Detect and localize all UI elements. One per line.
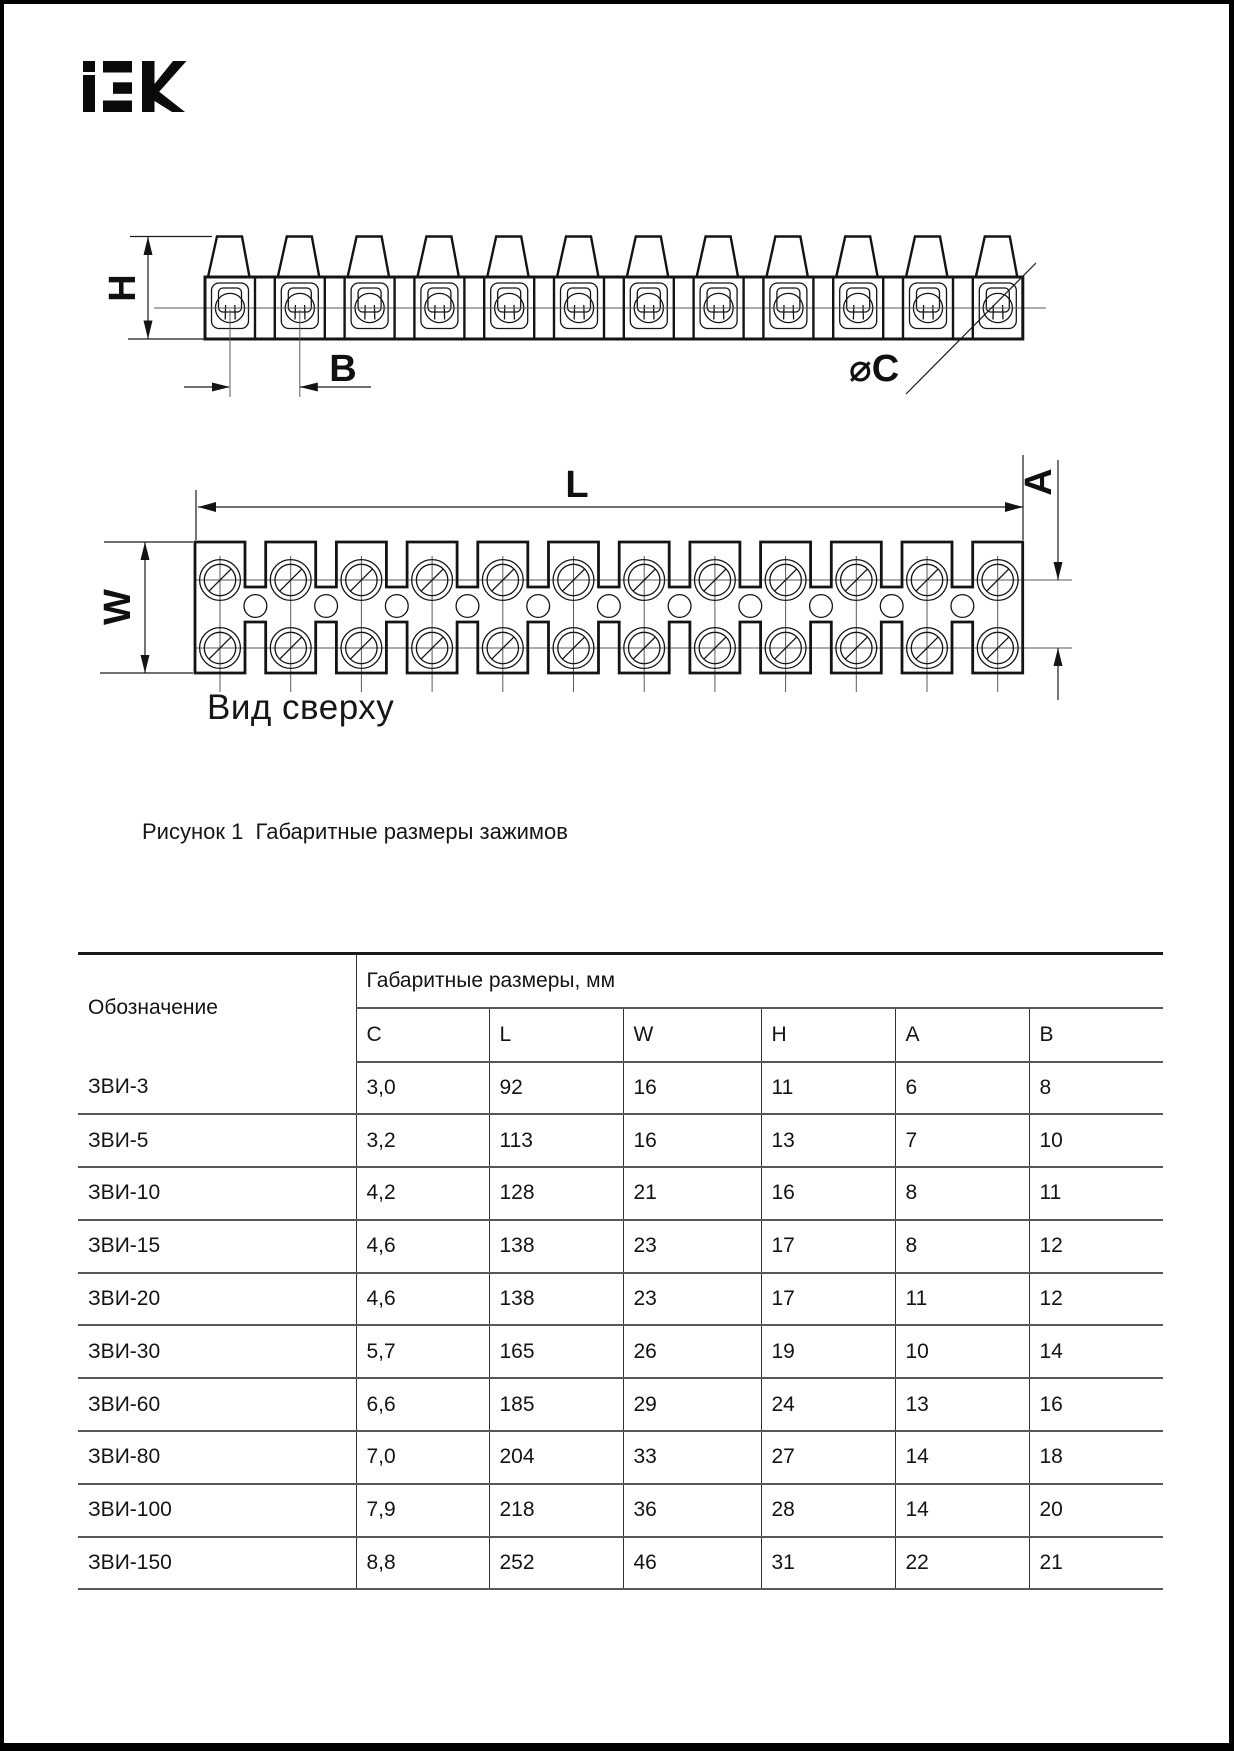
dimension-w	[97, 542, 193, 673]
b-cell: 20	[1029, 1484, 1163, 1537]
l-cell: 204	[489, 1431, 623, 1484]
h-cell: 28	[761, 1484, 895, 1537]
designation-cell: ЗВИ-60	[78, 1378, 356, 1431]
dim-label-h: H	[102, 274, 144, 302]
a-cell: 11	[895, 1273, 1029, 1326]
table-row	[78, 1167, 1163, 1220]
b-cell: 10	[1029, 1114, 1163, 1167]
dim-label-a: A	[1018, 468, 1060, 496]
designation-cell: ЗВИ-30	[78, 1325, 356, 1378]
h-cell: 13	[761, 1114, 895, 1167]
table-row	[78, 1114, 1163, 1167]
designation-cell: ЗВИ-5	[78, 1114, 356, 1167]
top-view-title: Вид сверху	[207, 688, 395, 727]
designation-cell: ЗВИ-150	[78, 1537, 356, 1590]
a-cell: 8	[895, 1220, 1029, 1273]
l-cell: 138	[489, 1220, 623, 1273]
c-cell: 5,7	[356, 1325, 489, 1378]
h-cell: 17	[761, 1273, 895, 1326]
h-cell: 11	[761, 1062, 895, 1115]
col-header-l: L	[489, 1008, 623, 1062]
b-cell: 12	[1029, 1220, 1163, 1273]
w-cell: 46	[623, 1537, 761, 1590]
b-cell: 14	[1029, 1325, 1163, 1378]
designation-cell: ЗВИ-15	[78, 1220, 356, 1273]
a-cell: 22	[895, 1537, 1029, 1590]
top-view-drawing	[95, 448, 1080, 706]
h-cell: 19	[761, 1325, 895, 1378]
table-row	[78, 1431, 1163, 1484]
dim-label-l: L	[565, 464, 589, 506]
dim-label-b: B	[329, 348, 357, 390]
w-cell: 36	[623, 1484, 761, 1537]
w-cell: 16	[623, 1062, 761, 1115]
page-border-left	[0, 0, 4, 1751]
c-cell: 3,0	[356, 1062, 489, 1115]
w-cell: 23	[623, 1220, 761, 1273]
dim-label-c: ⌀C	[848, 348, 900, 390]
col-header-h: H	[761, 1008, 895, 1062]
b-cell: 21	[1029, 1537, 1163, 1590]
l-cell: 165	[489, 1325, 623, 1378]
w-cell: 16	[623, 1114, 761, 1167]
b-cell: 12	[1029, 1273, 1163, 1326]
designation-cell: ЗВИ-80	[78, 1431, 356, 1484]
w-cell: 23	[623, 1273, 761, 1326]
col-header-a: A	[895, 1008, 1029, 1062]
designation-header: Обозначение	[78, 954, 356, 1062]
side-view-drawing	[90, 195, 1050, 410]
page-border-right	[1229, 0, 1234, 1751]
dimension-l	[196, 455, 1023, 540]
w-cell: 29	[623, 1378, 761, 1431]
w-cell: 21	[623, 1167, 761, 1220]
h-cell: 17	[761, 1220, 895, 1273]
w-cell: 26	[623, 1325, 761, 1378]
a-cell: 6	[895, 1062, 1029, 1115]
b-cell: 11	[1029, 1167, 1163, 1220]
c-cell: 8,8	[356, 1537, 489, 1590]
figure-caption: Рисунок 1 Габаритные размеры зажимов	[142, 819, 568, 844]
l-cell: 128	[489, 1167, 623, 1220]
table-row	[78, 1273, 1163, 1326]
l-cell: 138	[489, 1273, 623, 1326]
l-cell: 113	[489, 1114, 623, 1167]
dimension-h	[102, 237, 212, 340]
a-cell: 14	[895, 1431, 1029, 1484]
table-row	[78, 1220, 1163, 1273]
c-cell: 6,6	[356, 1378, 489, 1431]
a-cell: 13	[895, 1378, 1029, 1431]
designation-cell: ЗВИ-3	[78, 1062, 356, 1115]
col-header-b: B	[1029, 1008, 1163, 1062]
strip-outline	[195, 542, 1023, 673]
table-row	[78, 1062, 1163, 1115]
b-cell: 8	[1029, 1062, 1163, 1115]
l-cell: 185	[489, 1378, 623, 1431]
h-cell: 24	[761, 1378, 895, 1431]
designation-cell: ЗВИ-10	[78, 1167, 356, 1220]
designation-cell: ЗВИ-20	[78, 1273, 356, 1326]
l-cell: 252	[489, 1537, 623, 1590]
c-cell: 7,0	[356, 1431, 489, 1484]
h-cell: 16	[761, 1167, 895, 1220]
b-cell: 18	[1029, 1431, 1163, 1484]
table-row	[78, 1484, 1163, 1537]
dimensions-table	[78, 952, 1163, 1590]
b-cell: 16	[1029, 1378, 1163, 1431]
c-cell: 4,2	[356, 1167, 489, 1220]
c-cell: 7,9	[356, 1484, 489, 1537]
group-header: Габаритные размеры, мм	[356, 954, 1163, 1008]
iek-logo	[80, 57, 188, 115]
c-cell: 4,6	[356, 1220, 489, 1273]
table-row	[78, 1378, 1163, 1431]
dim-label-w: W	[97, 589, 139, 625]
h-cell: 31	[761, 1537, 895, 1590]
table-header-row-1	[78, 954, 1163, 1008]
designation-cell: ЗВИ-100	[78, 1484, 356, 1537]
h-cell: 27	[761, 1431, 895, 1484]
table-row	[78, 1325, 1163, 1378]
c-cell: 4,6	[356, 1273, 489, 1326]
w-cell: 33	[623, 1431, 761, 1484]
a-cell: 14	[895, 1484, 1029, 1537]
c-cell: 3,2	[356, 1114, 489, 1167]
l-cell: 92	[489, 1062, 623, 1115]
col-header-c: C	[356, 1008, 489, 1062]
a-cell: 8	[895, 1167, 1029, 1220]
a-cell: 10	[895, 1325, 1029, 1378]
page-border-bottom	[0, 1743, 1234, 1751]
col-header-w: W	[623, 1008, 761, 1062]
a-cell: 7	[895, 1114, 1029, 1167]
table-row	[78, 1537, 1163, 1590]
page-border-top	[0, 0, 1234, 4]
l-cell: 218	[489, 1484, 623, 1537]
